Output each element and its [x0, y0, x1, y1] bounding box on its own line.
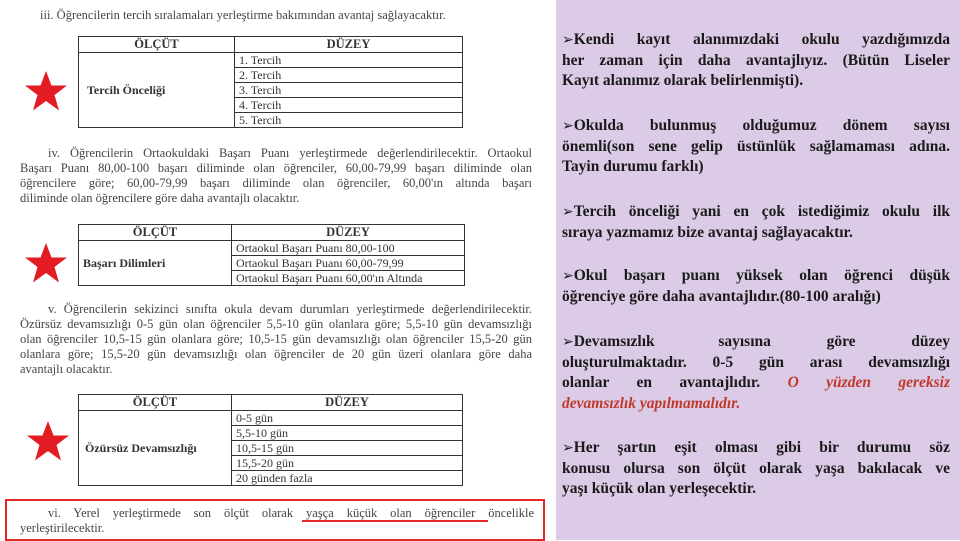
- warning-text: devamsızlık yapılmamalıdır.: [562, 394, 741, 412]
- table-header-olcut: ÖLÇÜT: [79, 37, 235, 53]
- arrow-bullet-icon: ➢: [562, 268, 574, 284]
- bullet-item: ➢Kendi kayıt alanımızdaki okulu yazdığımızda her zaman için daha avantajlıyız. (Bütün Liseler Kayıt alanımız olarak belirlenmişti).: [562, 31, 950, 89]
- star-icon: [26, 420, 70, 462]
- warning-text: O yüzden gereksiz: [787, 374, 950, 391]
- red-underline: [302, 520, 488, 522]
- arrow-bullet-icon: ➢: [562, 334, 574, 350]
- level-cell: 5. Tercih: [235, 113, 463, 128]
- level-cell: 5,5-10 gün: [232, 426, 463, 441]
- criterion-label: Tercih Önceliği: [79, 53, 235, 128]
- arrow-bullet-icon: ➢: [562, 440, 574, 456]
- arrow-bullet-icon: ➢: [562, 32, 574, 48]
- star-icon: [24, 70, 68, 112]
- bullet-item: ➢Okulda bulunmuş olduğumuz dönem sayısı önemli(son sene gelip üstünlük sağlamaması adına. Tayin durumu farklı): [562, 117, 950, 175]
- section-v-paragraph: v. Öğrencilerin sekizinci sınıfta okula devam durumları yerleştirmede değerlendirilecektir. Özürsüz devamsızlığı 0-5 gün olan öğrenciler 5,5-10 gün olanlara göre; 5,5-10 gün devamsızlığı olan öğrenciler 10,5-15 gün olanlara göre; 10,5-15 gün devamsızlığı olan öğrenciler 15,5-20 gün olanlara göre; 15,5-20 gün devamsızlığı olan öğrenciler de 20 gün üzeri olanlara göre daha avantajlı olacaktır.: [20, 302, 532, 376]
- table-header-duzey: DÜZEY: [232, 225, 465, 241]
- table-header-olcut: ÖLÇÜT: [79, 395, 232, 411]
- bullet-item: ➢Tercih önceliği yani en çok istediğimiz okulu ilk sıraya yazmamız bize avantaj sağlayacaktır.: [562, 203, 950, 241]
- level-cell: 20 günden fazla: [232, 471, 463, 486]
- level-cell: 3. Tercih: [235, 83, 463, 98]
- criterion-label: Özürsüz Devamsızlığı: [79, 411, 232, 486]
- level-cell: 10,5-15 gün: [232, 441, 463, 456]
- basari-dilimleri-table: [78, 224, 465, 286]
- level-cell: 4. Tercih: [235, 98, 463, 113]
- level-cell: Ortaokul Başarı Puanı 80,00-100: [232, 241, 465, 256]
- section-iii-heading: iii. Öğrencilerin tercih sıralamaları yerleştirme bakımından avantaj sağlayacaktır.: [40, 8, 446, 22]
- star-icon: [24, 242, 68, 284]
- bullet-item: ➢Devamsızlık sayısına göre düzey oluşturulmaktadır. 0-5 gün arası devamsızlığı olanlar en avantajlıdır. O yüzden gereksiz devamsızlık yapılmamalıdır.: [562, 332, 950, 414]
- level-cell: 0-5 gün: [232, 411, 463, 426]
- underlined-phrase: yaşça küçük olan öğrenciler: [306, 506, 476, 520]
- table-header-duzey: DÜZEY: [235, 37, 463, 53]
- level-cell: 1. Tercih: [235, 53, 463, 68]
- table-header-duzey: DÜZEY: [232, 395, 463, 411]
- tercih-onceligi-table: [78, 36, 463, 128]
- level-cell: Ortaokul Başarı Puanı 60,00'ın Altında: [232, 271, 465, 286]
- bullet-item: ➢Okul başarı puanı yüksek olan öğrenci düşük öğrenciye göre daha avantajlıdır.(80-100 aralığı): [562, 267, 950, 305]
- section-iv-paragraph: iv. Öğrencilerin Ortaokuldaki Başarı Puanı yerleştirmede değerlendirilecektir. Ortaokul Başarı Puanı 80,00-100 başarı diliminde olan öğrenciler, 60,00-79,99 başarı diliminde olan öğrencilere göre; 60,00-79,99 başarı diliminde olan öğrenciler, 60,00'ın altında başarı diliminde olan öğrencilere göre daha avantajlı olacaktır.: [20, 146, 532, 205]
- arrow-bullet-icon: ➢: [562, 204, 574, 220]
- criterion-label: Başarı Dilimleri: [79, 241, 232, 286]
- level-cell: Ortaokul Başarı Puanı 60,00-79,99: [232, 256, 465, 271]
- level-cell: 15,5-20 gün: [232, 456, 463, 471]
- table-header-olcut: ÖLÇÜT: [79, 225, 232, 241]
- ozursuz-devamsizlik-table: [78, 394, 463, 486]
- level-cell: 2. Tercih: [235, 68, 463, 83]
- arrow-bullet-icon: ➢: [562, 118, 574, 134]
- bullet-item: ➢Her şartın eşit olması gibi bir durumu söz konusu olursa son ölçüt olarak yaşa bakılacak ve yaşı küçük olan yerleşecektir.: [562, 439, 950, 497]
- section-vi-paragraph: vi. Yerel yerleştirmede son ölçüt olarak yaşça küçük olan öğrenciler öncelikle yerleştirilecektir.: [20, 506, 535, 535]
